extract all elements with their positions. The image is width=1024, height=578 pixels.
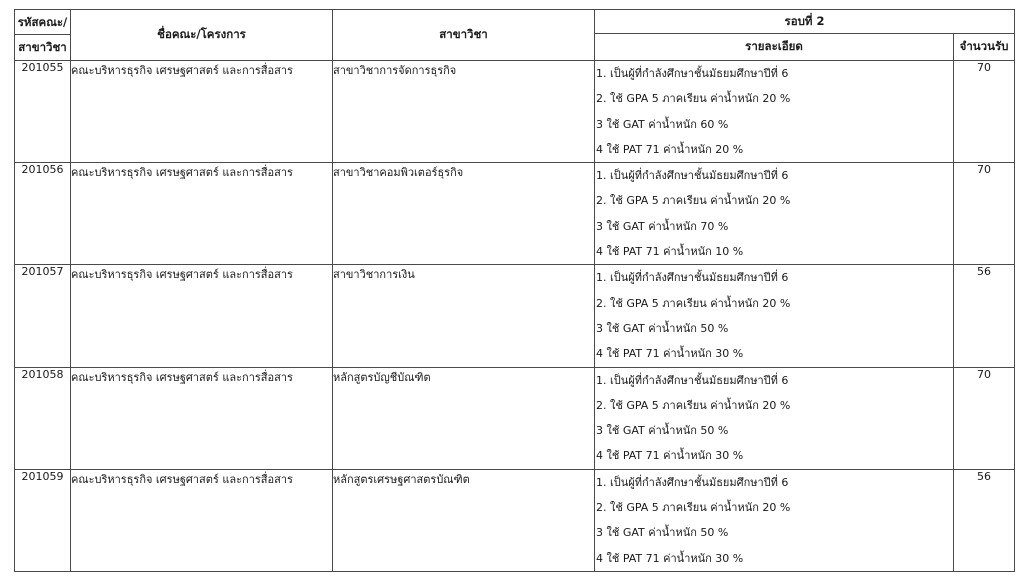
detail-line: 2. ใช้ GPA 5 ภาคเรียน ค่าน้ำหนัก 20 % [596,92,791,106]
detail-line: 2. ใช้ GPA 5 ภาคเรียน ค่าน้ำหนัก 20 % [596,194,791,208]
table-header [15,10,1015,61]
detail-line: 1. เป็นผู้ที่กำลังศึกษาชั้นมัธยมศึกษาปีที่ 6 [596,169,789,183]
detail-line: 1. เป็นผู้ที่กำลังศึกษาชั้นมัธยมศึกษาปีที่ 6 [596,67,789,80]
cell-faculty: คณะบริหารธุรกิจ เศรษฐศาสตร์ และการสื่อสาร [71,469,333,571]
detail-line: 3 ใช้ GAT ค่าน้ำหนัก 60 % [596,117,729,131]
cell-seats: 56 [954,265,1015,367]
table-row [15,61,1015,163]
header-code-line1: รหัสคณะ/ [17,15,68,29]
cell-major: สาขาวิชาการจัดการธุรกิจ [333,61,595,163]
detail-line: 2. ใช้ GPA 5 ภาคเรียน ค่าน้ำหนัก 20 % [596,398,791,412]
cell-code: 201056 [15,163,71,265]
table-row [15,469,1015,571]
cell-code: 201055 [15,61,71,163]
header-faculty: ชื่อคณะ/โครงการ [71,10,333,61]
cell-seats: 56 [954,469,1015,571]
cell-details [595,61,954,163]
cell-details [595,367,954,469]
cell-faculty: คณะบริหารธุรกิจ เศรษฐศาสตร์ และการสื่อสาร [71,163,333,265]
cell-major: หลักสูตรบัญชีบัณฑิต [333,367,595,469]
detail-line: 1. เป็นผู้ที่กำลังศึกษาชั้นมัธยมศึกษาปีที่ 6 [596,373,789,387]
cell-code: 201057 [15,265,71,367]
header-round: รอบที่ 2 [595,10,1015,34]
cell-seats: 70 [954,163,1015,265]
cell-details [595,163,954,265]
header-major: สาขาวิชา [333,10,595,61]
cell-code: 201058 [15,367,71,469]
cell-seats: 70 [954,61,1015,163]
table-row [15,265,1015,367]
cell-major: หลักสูตรเศรษฐศาสตรบัณฑิต [333,469,595,571]
header-details: รายละเอียด [595,34,954,61]
cell-major: สาขาวิชาการเงิน [333,265,595,367]
header-seats: จำนวนรับ [954,34,1015,61]
detail-line: 1. เป็นผู้ที่กำลังศึกษาชั้นมัธยมศึกษาปีที่ 6 [596,271,789,285]
detail-line: 3 ใช้ GAT ค่าน้ำหนัก 70 % [596,219,729,233]
detail-line: 2. ใช้ GPA 5 ภาคเรียน ค่าน้ำหนัก 20 % [596,296,791,310]
detail-line: 4 ใช้ PAT 71 ค่าน้ำหนัก 20 % [596,142,744,156]
admission-sheet [14,9,1014,569]
detail-line: 3 ใช้ GAT ค่าน้ำหนัก 50 % [596,526,729,540]
cell-major: สาขาวิชาคอมพิวเตอร์ธุรกิจ [333,163,595,265]
detail-line: 1. เป็นผู้ที่กำลังศึกษาชั้นมัธยมศึกษาปีที่ 6 [596,475,789,489]
header-code [15,10,71,61]
cell-seats: 70 [954,367,1015,469]
table-row [15,367,1015,469]
admission-table [14,9,1015,572]
detail-line: 4 ใช้ PAT 71 ค่าน้ำหนัก 30 % [596,347,744,361]
cell-faculty: คณะบริหารธุรกิจ เศรษฐศาสตร์ และการสื่อสาร [71,265,333,367]
table-row [15,163,1015,265]
detail-line: 3 ใช้ GAT ค่าน้ำหนัก 50 % [596,321,729,335]
detail-line: 4 ใช้ PAT 71 ค่าน้ำหนัก 30 % [596,551,744,565]
cell-details [595,469,954,571]
table-body [15,61,1015,572]
detail-line: 4 ใช้ PAT 71 ค่าน้ำหนัก 30 % [596,449,744,463]
cell-faculty: คณะบริหารธุรกิจ เศรษฐศาสตร์ และการสื่อสาร [71,61,333,163]
cell-faculty: คณะบริหารธุรกิจ เศรษฐศาสตร์ และการสื่อสาร [71,367,333,469]
cell-details [595,265,954,367]
detail-line: 4 ใช้ PAT 71 ค่าน้ำหนัก 10 % [596,245,744,259]
detail-line: 3 ใช้ GAT ค่าน้ำหนัก 50 % [596,424,729,438]
detail-line: 2. ใช้ GPA 5 ภาคเรียน ค่าน้ำหนัก 20 % [596,501,791,515]
cell-code: 201059 [15,469,71,571]
header-code-line2: สาขาวิชา [15,34,70,60]
